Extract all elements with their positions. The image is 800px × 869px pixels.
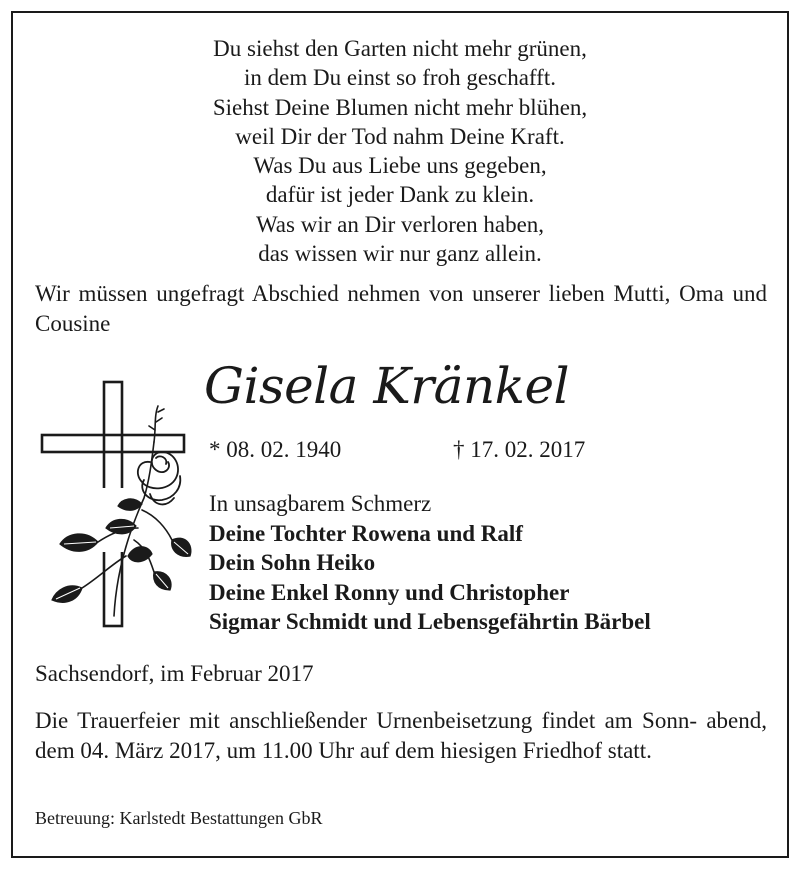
mourners-lead: In unsagbarem Schmerz — [209, 491, 432, 516]
mourner-name: Deine Tochter Rowena und Ralf — [209, 520, 523, 546]
cross-with-rose-icon — [38, 378, 198, 630]
death-date: † 17. 02. 2017 — [453, 437, 586, 462]
mourner-name: Sigmar Schmidt und Lebensgefährtin Bärbel — [209, 609, 651, 634]
poem-line: Was wir an Dir verloren haben, — [255, 211, 545, 237]
funeral-home-credit: Betreuung: Karlstedt Bestattungen GbR — [35, 808, 323, 828]
poem — [0, 34, 800, 268]
poem-line: Was Du aus Liebe uns gegeben, — [253, 153, 547, 179]
mourner-name: Deine Enkel Ronny und Christopher — [209, 579, 570, 605]
mourners-list — [209, 489, 651, 637]
intro-text: Wir müssen ungefragt Abschied nehmen von unserer lieben Mutti, Oma und Cousine — [35, 281, 767, 336]
poem-line: das wissen wir nur ganz allein. — [258, 241, 542, 267]
mourner-name: Dein Sohn Heiko — [209, 550, 376, 575]
birth-date: * 08. 02. 1940 — [209, 437, 342, 462]
poem-line: dafür ist jeder Dank zu klein. — [265, 182, 535, 208]
poem-line: Siehst Deine Blumen nicht mehr blühen, — [212, 94, 588, 120]
poem-line: in dem Du einst so froh geschafft. — [244, 65, 556, 91]
deceased-name: Gisela Kränkel — [204, 357, 570, 415]
poem-line: Du siehst den Garten nicht mehr grünen, — [213, 36, 587, 61]
ceremony-notice: Die Trauerfeier mit anschließender Urnenbeisetzung findet am Sonn- abend, dem 04. März 2017, um 11.00 Uhr auf dem hiesigen Friedhof statt. — [35, 708, 767, 763]
place-and-date: Sachsendorf, im Februar 2017 — [35, 661, 314, 686]
poem-line: weil Dir der Tod nahm Deine Kraft. — [235, 123, 565, 149]
